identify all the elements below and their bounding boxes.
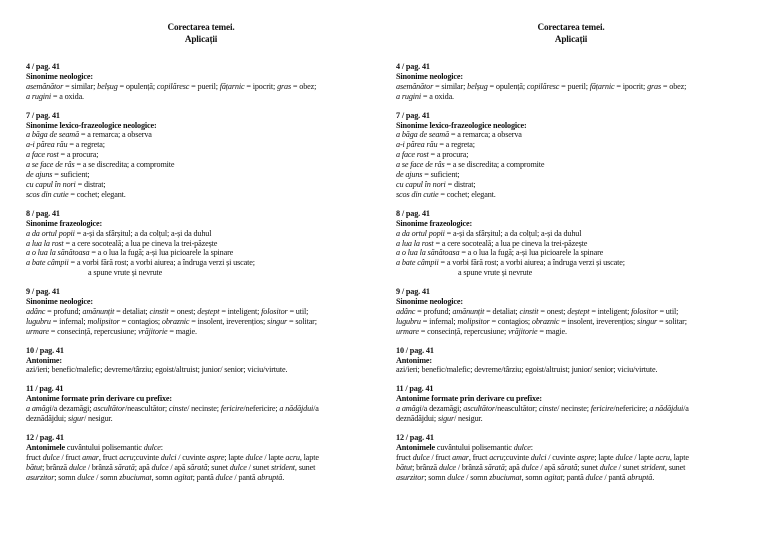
- exercise-number: 9 / pag. 41: [396, 287, 430, 297]
- exercise-line: asemănător = similar; belșug = opulență; copilăresc = pueril; fățarnic = ipocrit; gras = obez;: [396, 81, 687, 91]
- exercise-line-indented: a spune vrute și nevrute: [458, 268, 533, 278]
- exercise-section: [26, 287, 376, 337]
- exercise-line: a face rost = a procura;: [26, 150, 99, 160]
- exercise-line: adânc = profund; amănunțit = detaliat; cinstit = onest; deștept = inteligent; folositor = util;: [396, 306, 679, 316]
- exercise-number: 11 / pag. 41: [396, 384, 434, 394]
- exercise-line: a se face de râs = a se discredita; a compromite: [26, 160, 175, 170]
- exercise-line: fruct dulce / fruct amar, fruct acru;cuvinte dulci / cuvinte aspre; lapte dulce / lapte acru, lapte: [26, 452, 319, 462]
- document-subtitle: Aplicații: [184, 33, 218, 44]
- exercise-line: bătut; brânză dulce / brânză sărată; apă dulce / apă sărată; sunet dulce / sunet strident, sunet: [396, 462, 686, 472]
- document-subtitle: Aplicații: [554, 33, 588, 44]
- exercise-heading: Sinonime neologice:: [396, 71, 463, 81]
- exercise-heading: Antonime formate prin derivare cu prefixe:: [396, 394, 542, 404]
- exercise-number: 8 / pag. 41: [26, 208, 60, 218]
- exercise-section: [26, 209, 376, 278]
- exercise-line: lugubru = infernal; molipsitor = contagios; obraznic = insolent, ireverențios; singur = solitar;: [26, 316, 317, 326]
- exercise-line: fruct dulce / fruct amar, fruct acru;cuvinte dulci / cuvinte aspre; lapte dulce / lapte acru, lapte: [396, 452, 689, 462]
- exercise-line: a rugini = a oxida.: [396, 91, 454, 101]
- exercise-heading: Sinonime frazeologice:: [396, 218, 473, 228]
- exercise-heading: Antonimele cuvântului polisemantic dulce:: [396, 442, 533, 452]
- document-title: Corectarea temei.: [537, 22, 605, 32]
- exercise-heading: Sinonime lexico-frazeologice neologice:: [396, 120, 527, 130]
- exercise-line: urmare = consecință, repercusiune; vrăjitorie = magie.: [396, 326, 567, 336]
- exercise-line: lugubru = infernal; molipsitor = contagios; obraznic = insolent, ireverențios; singur = solitar;: [396, 316, 687, 326]
- exercise-line: a se face de râs = a se discredita; a compromite: [396, 160, 545, 170]
- exercise-section: [396, 384, 746, 424]
- exercise-line: a-i părea rău = a regreta;: [396, 140, 475, 150]
- exercise-line: asurzitor; somn dulce / somn zbuciumat, somn agitat; pantă dulce / pantă abruptă.: [396, 472, 655, 482]
- column-left: [26, 22, 376, 492]
- exercise-section: [396, 433, 746, 483]
- exercise-number: 10 / pag. 41: [396, 345, 434, 355]
- exercise-number: 7 / pag. 41: [396, 110, 430, 120]
- exercise-line: deznădăjdui; sigur/ nesigur.: [26, 414, 113, 424]
- exercise-line: a da ortul popii = a-și da sfârșitul; a da colțul; a-și da duhul: [396, 228, 582, 238]
- exercise-line: a-i părea rău = a regreta;: [26, 140, 105, 150]
- exercise-line: scos din cutie = cochet; elegant.: [26, 189, 126, 199]
- exercise-line: deznădăjdui; sigur/ nesigur.: [396, 414, 483, 424]
- exercise-section: [396, 111, 746, 200]
- exercise-heading: Antonime formate prin derivare cu prefixe:: [26, 394, 172, 404]
- exercise-heading: Sinonime lexico-frazeologice neologice:: [26, 120, 157, 130]
- exercise-line: bătut; brânză dulce / brânză sărată; apă dulce / apă sărată; sunet dulce / sunet strident, sunet: [26, 462, 316, 472]
- exercise-line: a amăgi/a dezamăgi; ascultător/neascultător; cinste/ necinste; fericire/nefericire; a nădăjdui/a: [26, 404, 319, 414]
- exercise-number: 4 / pag. 41: [26, 62, 60, 71]
- exercise-number: 11 / pag. 41: [26, 384, 64, 394]
- exercise-section: [26, 346, 376, 376]
- exercise-line: a rugini = a oxida.: [26, 91, 84, 101]
- exercise-line: urmare = consecință, repercusiune; vrăjitorie = magie.: [26, 326, 197, 336]
- exercise-section: [26, 111, 376, 200]
- exercise-line: a amăgi/a dezamăgi; ascultător/neascultător; cinste/ necinste; fericire/nefericire; a nădăjdui/a: [396, 404, 689, 414]
- exercise-line: a o lua la sănătoasa = a o lua la fugă; a-și lua picioarele la spinare: [26, 248, 234, 258]
- exercise-heading: Antonime:: [26, 355, 62, 365]
- exercise-section: [26, 433, 376, 483]
- exercise-line: a băga de seamă = a remarca; a observa: [396, 130, 522, 140]
- exercise-heading: Sinonime frazeologice:: [26, 218, 103, 228]
- exercise-line: azi/ieri; benefic/malefic; devreme/târziu; egoist/altruist; junior/ senior; viciu/virtute.: [26, 365, 288, 375]
- exercise-line: asurzitor; somn dulce / somn zbuciumat, somn agitat; pantă dulce / pantă abruptă.: [26, 472, 285, 482]
- exercise-section: [396, 346, 746, 376]
- exercise-line: cu capul în nori = distrat;: [396, 179, 476, 189]
- exercise-section: [396, 209, 746, 278]
- exercise-line: cu capul în nori = distrat;: [26, 179, 106, 189]
- exercise-heading: Sinonime neologice:: [26, 297, 93, 307]
- exercise-heading: Antonime:: [396, 355, 432, 365]
- exercise-line: a băga de seamă = a remarca; a observa: [26, 130, 152, 140]
- document-title: Corectarea temei.: [167, 22, 235, 32]
- exercise-number: 12 / pag. 41: [26, 433, 64, 442]
- exercise-line-indented: a spune vrute și nevrute: [88, 268, 163, 278]
- exercise-line: a bate câmpii = a vorbi fără rost; a vorbi aiurea; a îndruga verzi și uscate;: [26, 258, 255, 268]
- exercise-section: [26, 62, 376, 102]
- exercise-line: azi/ieri; benefic/malefic; devreme/târziu; egoist/altruist; junior/ senior; viciu/virtute.: [396, 365, 658, 375]
- exercise-line: a o lua la sănătoasa = a o lua la fugă; a-și lua picioarele la spinare: [396, 248, 604, 258]
- exercise-heading: Sinonime neologice:: [396, 297, 463, 307]
- exercise-line: a da ortul popii = a-și da sfârșitul; a da colțul; a-și da duhul: [26, 228, 212, 238]
- exercise-line: a face rost = a procura;: [396, 150, 469, 160]
- exercise-line: a lua la rost = a cere socoteală; a lua pe cineva la trei-păzește: [26, 238, 218, 248]
- exercise-heading: Sinonime neologice:: [26, 71, 93, 81]
- exercise-number: 8 / pag. 41: [396, 208, 430, 218]
- exercise-line: a bate câmpii = a vorbi fără rost; a vorbi aiurea; a îndruga verzi și uscate;: [396, 258, 625, 268]
- exercise-section: [396, 62, 746, 102]
- exercise-line: adânc = profund; amănunțit = detaliat; cinstit = onest; deștept = inteligent; folositor = util;: [26, 306, 309, 316]
- exercise-section: [26, 384, 376, 424]
- column-right: [396, 22, 746, 492]
- exercise-section: [396, 287, 746, 337]
- exercise-number: 12 / pag. 41: [396, 433, 434, 442]
- exercise-line: scos din cutie = cochet; elegant.: [396, 189, 496, 199]
- exercise-number: 7 / pag. 41: [26, 110, 60, 120]
- exercise-number: 4 / pag. 41: [396, 62, 430, 71]
- exercise-number: 9 / pag. 41: [26, 287, 60, 297]
- exercise-line: a lua la rost = a cere socoteală; a lua pe cineva la trei-păzește: [396, 238, 588, 248]
- exercise-number: 10 / pag. 41: [26, 345, 64, 355]
- exercise-line: de ajuns = suficient;: [396, 170, 460, 180]
- exercise-heading: Antonimele cuvântului polisemantic dulce:: [26, 442, 163, 452]
- exercise-line: asemănător = similar; belșug = opulență; copilăresc = pueril; fățarnic = ipocrit; gras = obez;: [26, 81, 317, 91]
- exercise-line: de ajuns = suficient;: [26, 170, 90, 180]
